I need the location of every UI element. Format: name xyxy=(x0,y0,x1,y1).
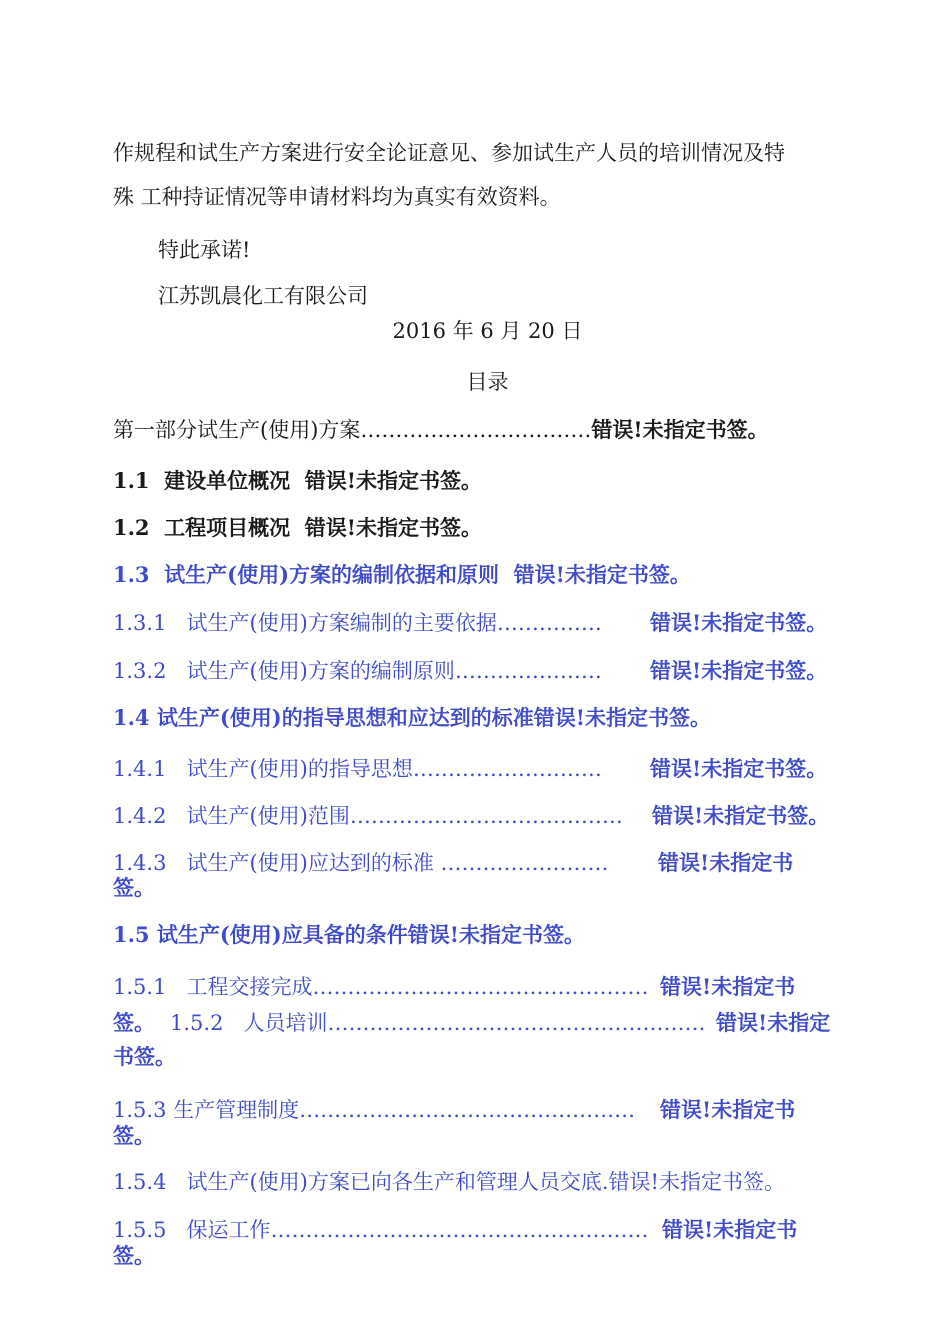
toc-entry-error: 错误!未指定书签。 xyxy=(304,468,483,493)
paragraph-line-1: 作规程和试生产方案进行安全论证意见、参加试生产人员的培训情况及特 xyxy=(113,141,785,165)
toc-entry-1-3-1[interactable] xyxy=(113,611,602,635)
date-text: 2016 年 6 月 20 日 xyxy=(392,319,583,343)
toc-entry-number: 1.1 xyxy=(113,468,150,493)
toc-entry-number: 1.5.3 xyxy=(113,1098,167,1122)
toc-entry-title: 人员培训……………………………………………… xyxy=(243,1011,706,1035)
toc-entry-title: 试生产(使用)方案编制的主要依据…………… xyxy=(186,611,602,635)
toc-entry-1-5-3[interactable] xyxy=(113,1098,635,1122)
toc-entry-error-wrap: 签。 xyxy=(113,1123,155,1148)
toc-entry-1-2[interactable] xyxy=(113,516,482,540)
toc-entry-title: 工程项目概况 xyxy=(164,515,291,540)
toc-entry-title: 第一部分试生产(使用)方案…………………………… xyxy=(113,418,592,442)
toc-entry-number: 1.4.2 xyxy=(113,804,167,828)
promise-text: 特此承诺! xyxy=(158,238,251,262)
toc-entry-title: 试生产(使用)范围………………………………… xyxy=(186,804,623,828)
toc-entry-title: 保运工作……………………………………………… xyxy=(186,1218,649,1242)
toc-entry-error: 错误!未指定书 xyxy=(660,974,796,999)
toc-entry-number: 1.3.2 xyxy=(113,659,167,683)
toc-entry-error: 错误!未指定书签。 xyxy=(650,756,828,781)
toc-entry-error: 错误!未指定书签。 xyxy=(652,803,830,828)
toc-entry-error: 错误!未指定书签。 xyxy=(304,515,483,540)
toc-entry-1-5[interactable] xyxy=(113,923,585,947)
toc-entry-title: 试生产(使用)应具备的条件 xyxy=(156,922,408,947)
toc-entry-1-3-2[interactable] xyxy=(113,659,602,683)
toc-entry-1-5-2[interactable] xyxy=(170,1011,705,1035)
paragraph-line-2: 殊 工种持证情况等申请材料均为真实有效资料。 xyxy=(113,185,561,209)
toc-entry-error: 错误!未指定书 xyxy=(662,1217,798,1242)
toc-entry-1-4-2[interactable] xyxy=(113,804,623,828)
toc-entry-number: 1.2 xyxy=(113,515,150,540)
toc-entry-number: 1.3 xyxy=(113,562,150,587)
toc-entry-1-5-4[interactable] xyxy=(113,1170,785,1194)
toc-entry-title: 生产管理制度………………………………………… xyxy=(173,1098,636,1122)
toc-entry-title: 建设单位概况 xyxy=(164,468,291,493)
toc-entry-1-1[interactable] xyxy=(113,469,482,493)
toc-entry-number: 1.5.4 xyxy=(113,1170,167,1194)
toc-entry-title: 试生产(使用)应达到的标准 …………………… xyxy=(186,851,609,875)
toc-entry-number: 1.5.5 xyxy=(113,1218,167,1242)
toc-entry-error: 错误!未指定书签。 xyxy=(650,658,828,683)
toc-entry-1-3[interactable] xyxy=(113,563,691,587)
toc-entry-1-4[interactable] xyxy=(113,706,711,730)
toc-entry-title: 试生产(使用)的指导思想……………………… xyxy=(186,757,602,781)
toc-entry-1-4-1[interactable] xyxy=(113,757,602,781)
toc-entry-number: 1.5.2 xyxy=(170,1011,224,1035)
toc-entry-number: 1.4.1 xyxy=(113,757,167,781)
toc-entry-error: 错误!未指定书签。 xyxy=(591,417,769,442)
toc-entry-error-wrap: 签。 xyxy=(113,1010,155,1035)
company-name: 江苏凯晨化工有限公司 xyxy=(158,284,368,308)
toc-entry-title: 试生产(使用)方案的编制依据和原则 xyxy=(164,562,500,587)
toc-entry-number: 1.4.3 xyxy=(113,851,167,875)
toc-entry-title: 工程交接完成………………………………………… xyxy=(186,975,649,999)
toc-entry-number: 1.3.1 xyxy=(113,611,167,635)
toc-entry-error: 错误!未指定书签。 xyxy=(533,705,711,730)
toc-entry-error-wrap: 签。 xyxy=(113,875,155,900)
toc-entry-title: 试生产(使用)方案的编制原则………………… xyxy=(186,659,602,683)
toc-entry-title: 试生产(使用)方案已向各生产和管理人员交底. xyxy=(186,1170,609,1194)
toc-entry-number: 1.4 xyxy=(113,705,150,730)
toc-entry-error: 错误!未指定书签。 xyxy=(407,922,585,947)
toc-entry-title: 试生产(使用)的指导思想和应达到的标准 xyxy=(156,705,534,730)
toc-entry-error-wrap: 书签。 xyxy=(113,1044,176,1069)
toc-entry-part1[interactable] xyxy=(113,418,769,442)
toc-entry-1-5-1[interactable] xyxy=(113,975,648,999)
toc-entry-number: 1.5 xyxy=(113,922,150,947)
toc-entry-error: 错误!未指定书签。 xyxy=(608,1170,785,1194)
toc-entry-error: 错误!未指定书签。 xyxy=(650,610,828,635)
toc-entry-error: 错误!未指定书 xyxy=(660,1097,796,1122)
toc-entry-1-5-5[interactable] xyxy=(113,1218,648,1242)
toc-entry-error: 错误!未指定书签。 xyxy=(513,562,691,587)
toc-entry-error-wrap: 签。 xyxy=(113,1243,155,1268)
toc-entry-error: 错误!未指定 xyxy=(716,1010,831,1035)
toc-title: 目录 xyxy=(466,370,509,394)
toc-entry-number: 1.5.1 xyxy=(113,975,167,999)
toc-entry-1-4-3[interactable] xyxy=(113,851,609,875)
toc-entry-error: 错误!未指定书 xyxy=(658,850,794,875)
